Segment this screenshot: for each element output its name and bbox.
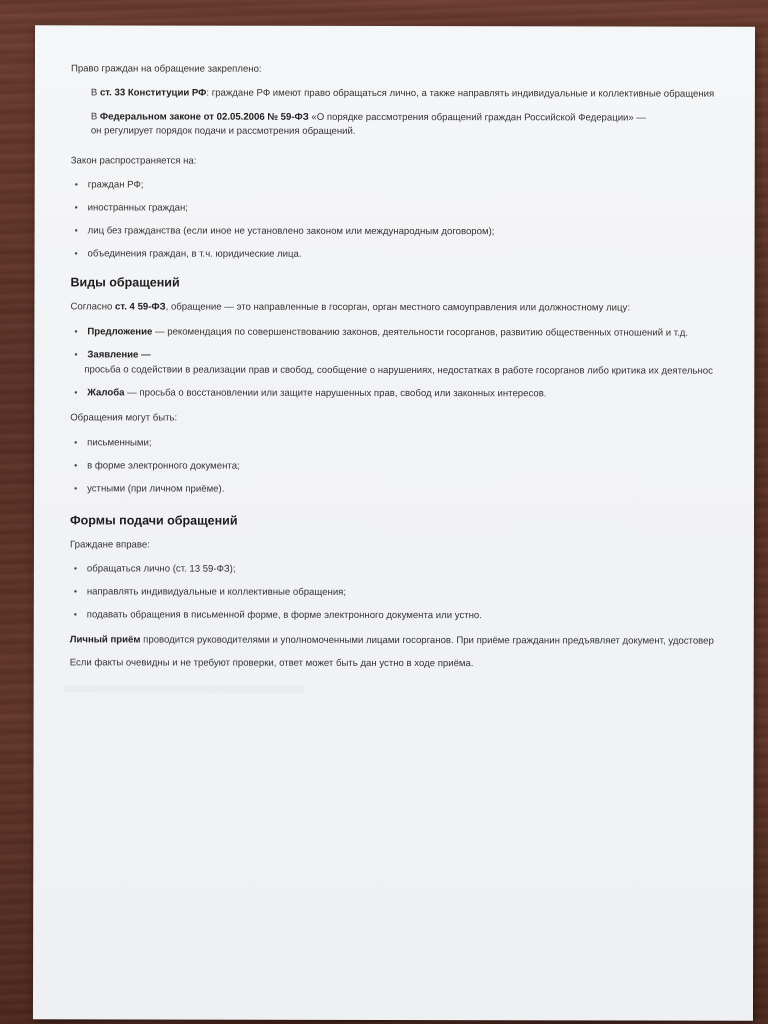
reception-line2: Если факты очевидны и не требуют проверки, ответ может быть дан устно в ходе приёма. xyxy=(69,657,474,670)
type-description-line2: просьба о содействии в реализации прав и свобод, сообщение о нарушениях, недостатках в работе госорганов либо критика их деятельнос xyxy=(84,364,713,377)
citizens-title: Граждане вправе: xyxy=(69,539,150,551)
bullet-icon: • xyxy=(74,248,78,259)
type-description: — просьба о восстановлении или защите нарушенных прав, свобод или законных интересов. xyxy=(124,387,547,400)
list-item xyxy=(70,609,752,622)
list-item-text: направлять индивидуальные и коллективные обращения; xyxy=(86,586,347,598)
list-item-text: подавать обращения в письменной форме, в форме электронного документа или устно. xyxy=(86,609,482,622)
reception-term: Личный приём xyxy=(69,634,141,646)
constitution-pre: В xyxy=(90,87,100,99)
bullet-icon: • xyxy=(74,437,78,448)
list-item xyxy=(71,225,753,238)
bullet-icon: • xyxy=(73,609,77,620)
list-item xyxy=(70,349,752,361)
types-intro-text: , обращение — это направленные в госорган, орган местного самоуправления или должностному лицу: xyxy=(165,301,631,314)
forms-title: Обращения могут быть: xyxy=(70,412,178,424)
reception-text: проводится руководителями и уполномоченными лицами госорганов. При приёме гражданин предъявляет документ, удостовер xyxy=(140,634,714,647)
document-body xyxy=(69,63,753,670)
constitution-text: : граждане РФ имеют право обращаться лично, а также направлять индивидуальные и коллективные обращения xyxy=(206,87,715,100)
federal-law-text: «О порядке рассмотрения обращений граждан Российской Федерации» — xyxy=(308,111,647,124)
types-intro-pre: Согласно xyxy=(70,301,116,313)
list-item xyxy=(71,179,753,191)
list-item xyxy=(70,563,752,575)
bullet-icon: • xyxy=(74,387,78,398)
bullet-icon: • xyxy=(74,483,78,494)
list-item xyxy=(70,326,752,339)
paper-sheet xyxy=(33,25,755,1021)
type-name: Жалоба xyxy=(87,387,125,399)
intro-text: Право граждан на обращение закреплено: xyxy=(70,63,262,75)
list-item-text: лиц без гражданства (если иное не установлено законом или международным договором); xyxy=(87,225,495,238)
type-description: — рекомендация по совершенствованию законов, деятельности госорганов, развитию общественных отношений и т.д. xyxy=(152,326,689,339)
list-item-text: объединения граждан, в т.ч. юридические лица. xyxy=(87,248,302,260)
list-item xyxy=(70,437,752,449)
bullet-icon: • xyxy=(74,179,78,190)
list-item-text: иностранных граждан; xyxy=(87,202,188,214)
bullet-icon: • xyxy=(74,460,78,471)
list-item xyxy=(71,202,753,214)
list-item-text: устными (при личном приёме). xyxy=(87,483,225,495)
list-item-text: обращаться лично (ст. 13 59-ФЗ); xyxy=(86,563,236,575)
list-item xyxy=(71,248,753,260)
section-heading-forms: Формы подачи обращений xyxy=(69,513,238,528)
bullet-icon: • xyxy=(74,225,78,236)
type-name: Заявление — xyxy=(87,349,151,361)
bullet-icon: • xyxy=(73,563,78,574)
section-heading-types: Виды обращений xyxy=(70,275,180,290)
bullet-icon: • xyxy=(74,349,78,360)
list-item xyxy=(70,586,752,598)
federal-law-pre: В xyxy=(90,111,100,123)
list-item xyxy=(70,483,752,495)
bullet-icon: • xyxy=(74,202,78,213)
print-artifact xyxy=(64,685,304,693)
types-intro-ref: ст. 4 59-ФЗ xyxy=(115,301,166,313)
federal-law-ref: Федеральном законе от 02.05.2006 № 59-ФЗ xyxy=(99,111,309,123)
type-name: Предложение xyxy=(87,326,153,338)
list-item-text: в форме электронного документа; xyxy=(87,460,240,472)
federal-law-line2: он регулирует порядок подачи и рассмотрения обращений. xyxy=(90,125,356,137)
list-item xyxy=(70,387,752,400)
constitution-paragraph xyxy=(91,87,714,99)
constitution-ref: ст. 33 Конституции РФ xyxy=(99,87,207,99)
bullet-icon: • xyxy=(74,326,78,337)
federal-law-paragraph xyxy=(91,111,646,123)
list-item xyxy=(70,460,752,472)
types-intro xyxy=(70,301,630,313)
list-item-text: граждан РФ; xyxy=(87,179,144,191)
reception-paragraph xyxy=(70,634,714,646)
list-item-text: письменными; xyxy=(87,437,152,449)
bullet-icon: • xyxy=(73,586,78,597)
applies-title: Закон распространяется на: xyxy=(70,155,197,167)
